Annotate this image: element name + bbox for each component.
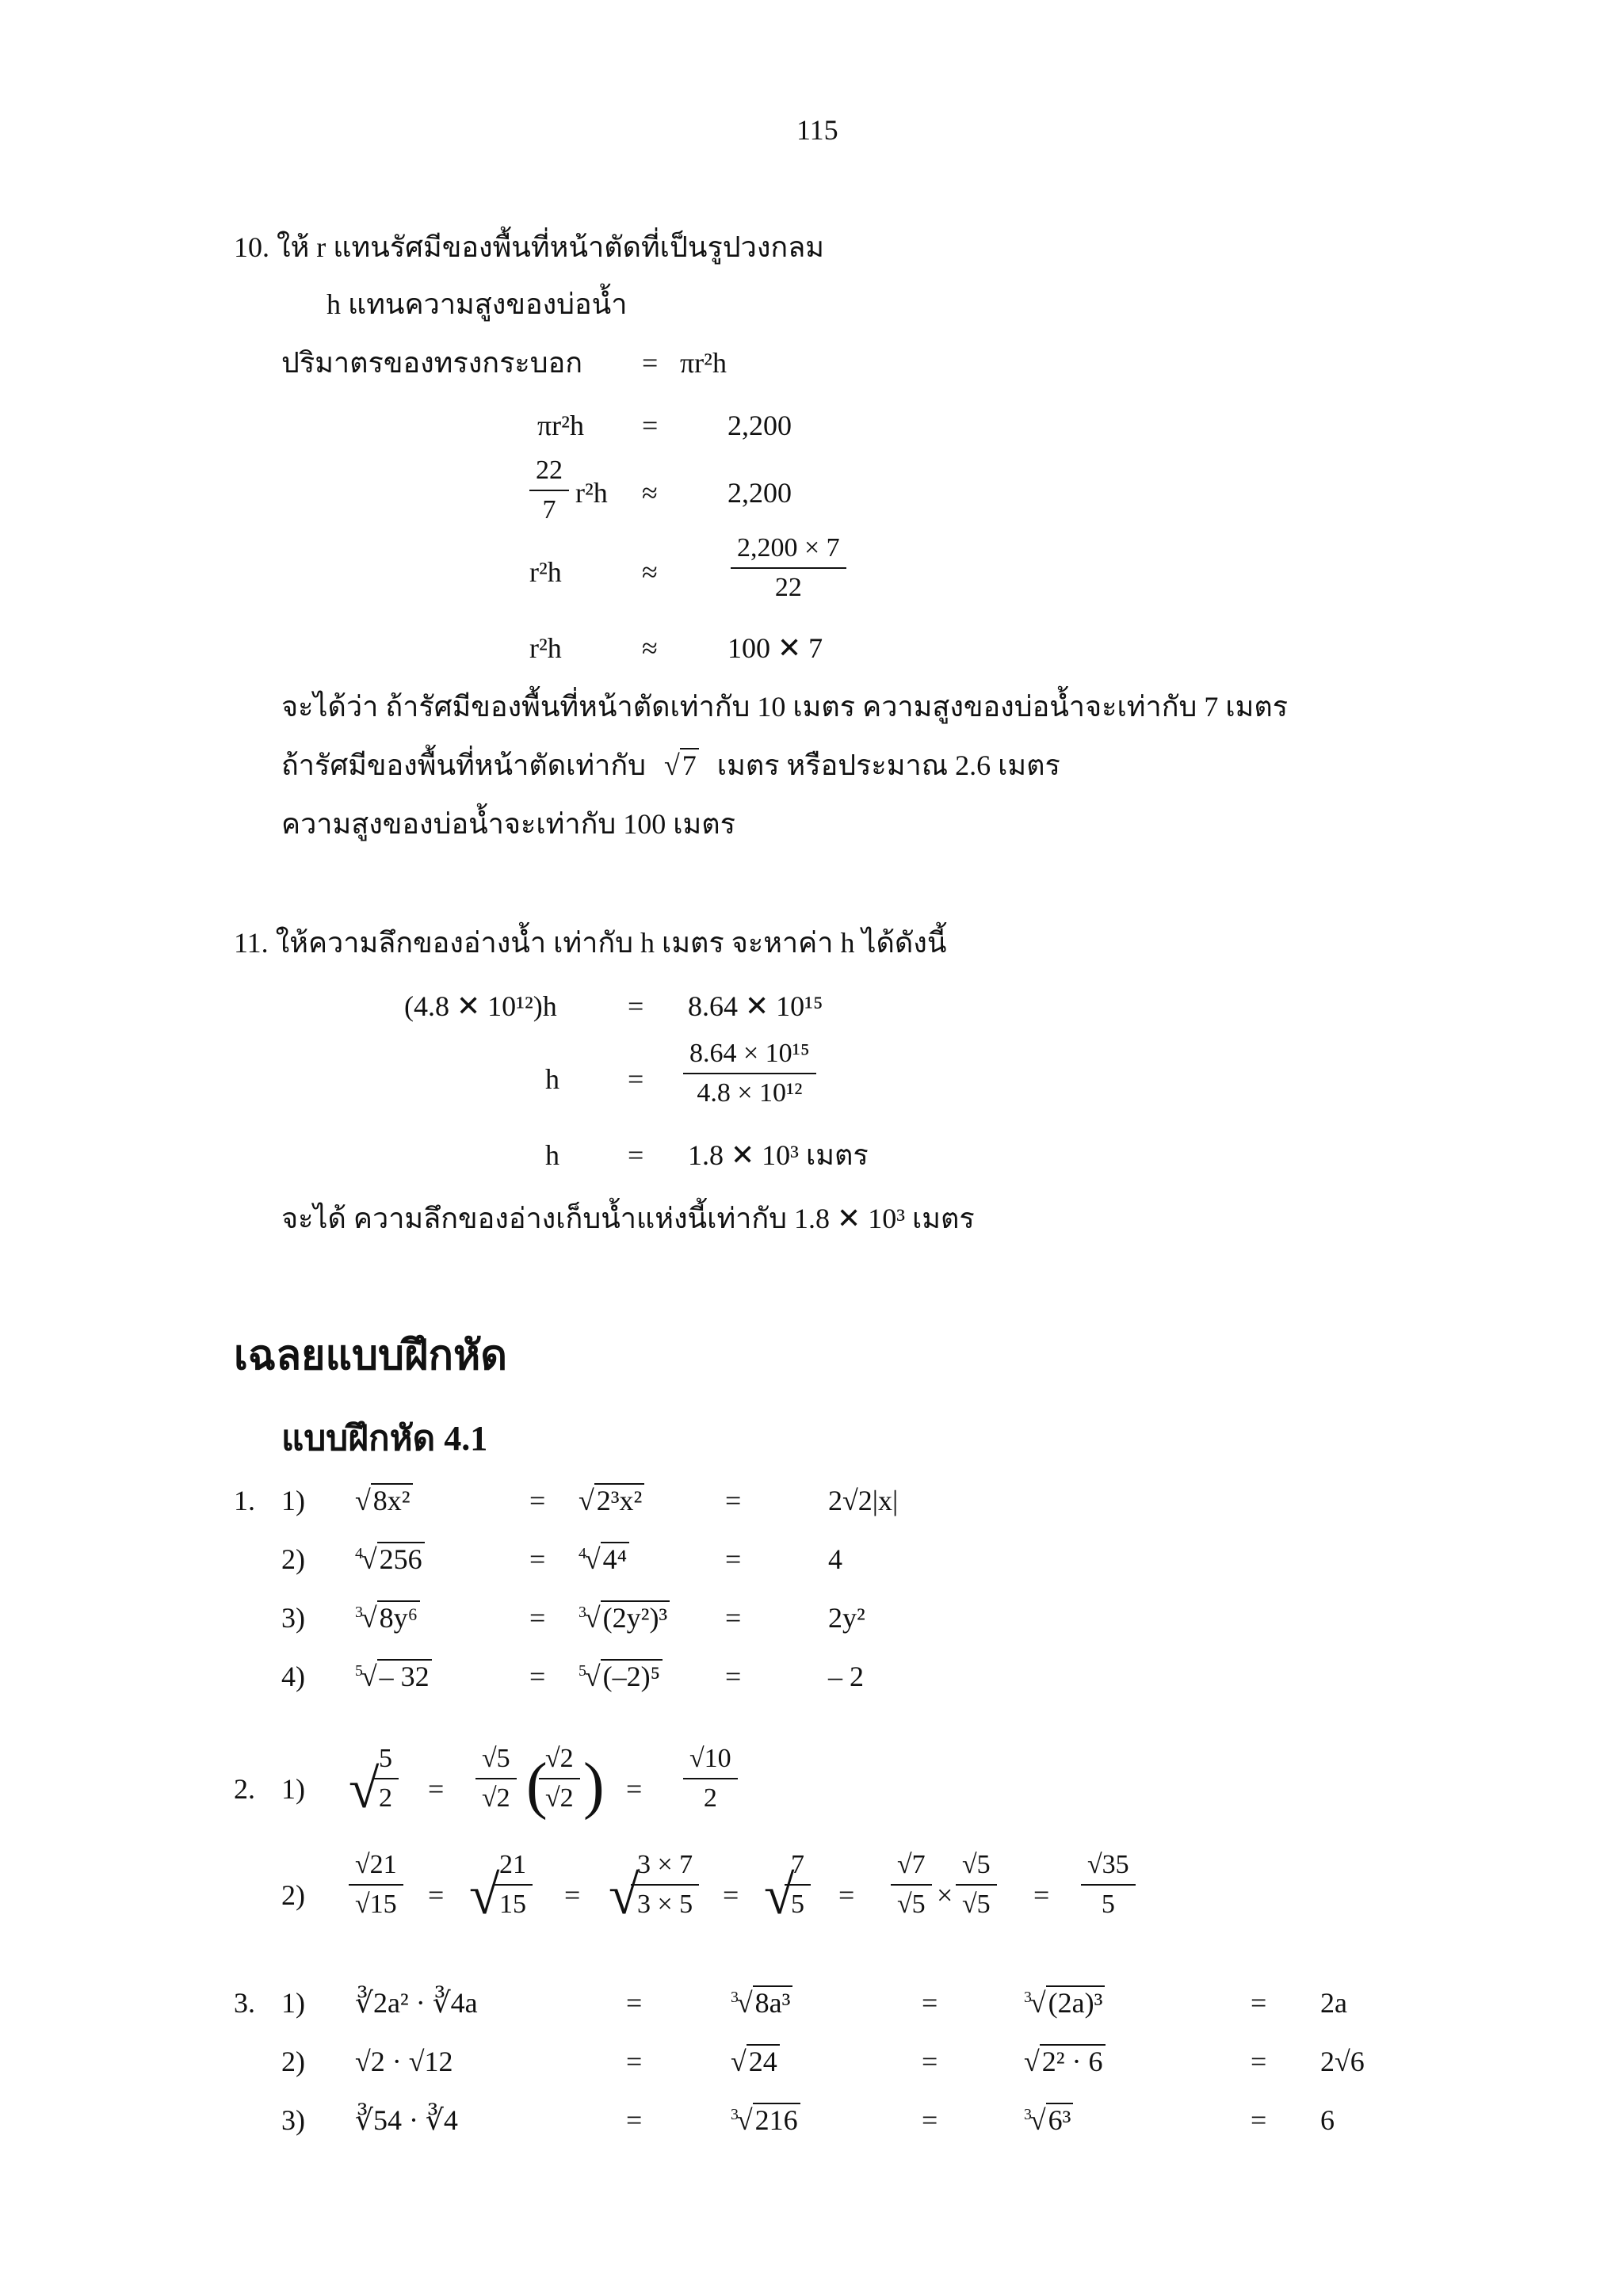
fraction-numerator: √5 [475,1743,517,1779]
q1-number: 1. [234,1485,255,1516]
q1-expr-b: √2³x² [579,1483,644,1518]
q3-expr-a: √2 · √12 [355,2046,453,2077]
eq-sign: = [428,1773,445,1805]
sqrt-symbol: √ [349,1759,380,1820]
radicand: 4⁴ [601,1542,630,1575]
eq-sign: = [1251,1987,1267,2019]
q2-r1-frac-b [475,1743,517,1814]
q1-expr-c: 2√2|x| [828,1485,899,1516]
eq-sign: = [529,1602,546,1634]
q1-item: 1) [281,1485,305,1516]
radicand: – 32 [377,1659,432,1692]
exercise-subheading: แบบฝึกหัด 4.1 [281,1419,488,1458]
sqrt-symbol: √7 [664,749,699,781]
fraction-numerator: 3 × 7 [631,1849,699,1886]
p10-volume-formula: πr²h [680,347,727,379]
conclusion-text: เมตร หรือประมาณ 2.6 เมตร [716,749,1060,781]
sqrt-symbol: √ [609,1865,640,1926]
p11-lhs-1: (4.8 ✕ 10¹²)h [404,990,557,1022]
eq-sign: = [628,1063,644,1095]
q3-expr-d: 6 [1320,2104,1335,2136]
q3-expr-c: $^3$√6³ [1024,2103,1073,2138]
fraction-numerator: √10 [683,1743,738,1779]
p11-line1: 11. ให้ความลึกของอ่างน้ำ เท่ากับ h เมตร จะหาค่า h ได้ดังนี้ [234,927,947,959]
sqrt-symbol: √ [764,1865,795,1926]
eq-sign: = [626,2046,643,2077]
fraction-denominator: √5 [962,1890,991,1919]
fraction-numerator: √5 [956,1849,997,1886]
fraction-numerator: 21 [493,1849,533,1886]
fraction-denominator: 15 [499,1890,526,1919]
fraction-denominator: √2 [545,1783,574,1813]
p10-r2h: r²h [529,632,562,664]
eq-sign: = [922,2104,938,2136]
eq-sign: = [529,1485,546,1516]
fraction-denominator: √15 [355,1890,397,1919]
p10-result: 100 ✕ 7 [727,632,823,664]
section-heading: เฉลยแบบฝึกหัด [234,1333,508,1379]
q1-expr-a: $^5$√– 32 [355,1659,432,1694]
eq-sign: = [723,1879,739,1911]
radicand: 216 [753,2103,800,2136]
q3-expr-a: ∛2a² · ∛4a [355,1987,478,2019]
radicand: 2³x² [594,1483,645,1516]
radicand: 8x² [371,1483,413,1516]
fraction-denominator: √5 [897,1890,926,1919]
q3-item: 3) [281,2104,305,2136]
eq-sign: = [725,1543,742,1575]
q3-expr-d: 2√6 [1320,2046,1365,2077]
p10-value-2200: 2,200 [727,410,792,441]
q1-item: 2) [281,1543,305,1575]
p10-fraction-22-7 [529,455,569,526]
p10-conclusion-3: ความสูงของบ่อน้ำจะเท่ากับ 100 เมตร [281,808,735,840]
q2-r2-frac-e1 [891,1849,932,1920]
q3-expr-b: $^3$√8a³ [731,1985,792,2020]
q3-expr-d: 2a [1320,1987,1347,2019]
eq-sign: = [725,1602,742,1634]
p10-line3: ปริมาตรของทรงกระบอก [281,347,583,379]
p10-value-2200: 2,200 [727,477,792,509]
radicand: (2a)³ [1046,1985,1106,2019]
eq-sign: = [1251,2046,1267,2077]
eq-sign: = [1251,2104,1267,2136]
q2-r1-frac-c [539,1743,580,1814]
q2-r2-frac-d [785,1849,811,1920]
q3-expr-c: √2² · 6 [1024,2044,1106,2079]
eq-sign: = [725,1661,742,1692]
radicand: 8y⁶ [377,1600,421,1634]
p11-h: h [545,1063,559,1095]
p11-rhs-1: 8.64 ✕ 10¹⁵ [688,990,823,1022]
radicand: 7 [680,748,699,781]
radicand: 24 [747,2044,780,2077]
q2-number: 2. [234,1773,255,1805]
p11-conclusion: จะได้ ความลึกของอ่างเก็บน้ำแห่งนี้เท่ากับ 1.8 ✕ 10³ เมตร [281,1203,975,1234]
fraction-numerator: √2 [539,1743,580,1779]
fraction-numerator: 2,200 × 7 [731,532,846,569]
q2-r1-frac-d [683,1743,738,1814]
radicand: 256 [377,1542,425,1575]
p11-fraction [683,1038,816,1109]
eq-sign: = [642,347,659,379]
q1-expr-c: – 2 [828,1661,864,1692]
eq-sign: = [564,1879,581,1911]
fraction-numerator: 8.64 × 10¹⁵ [683,1038,816,1074]
q1-expr-c: 4 [828,1543,842,1575]
q2-r2-frac-e2 [956,1849,997,1920]
radicand: (2y²)³ [601,1600,670,1634]
eq-sign: = [725,1485,742,1516]
q3-number: 3. [234,1987,255,2019]
fraction-denominator: 7 [542,495,556,524]
eq-sign: = [628,1139,644,1171]
eq-sign: = [626,1987,643,2019]
page-number: 115 [796,114,838,146]
q3-expr-c: $^3$√(2a)³ [1024,1985,1105,2020]
fraction-numerator: √21 [349,1849,403,1886]
q1-expr-a: $^3$√8y⁶ [355,1600,420,1635]
fraction-numerator: 7 [785,1849,811,1886]
p10-lhs-2: πr²h [537,410,584,441]
times-sign: × [937,1879,953,1911]
q2-r2-frac-b [493,1849,533,1920]
q1-expr-c: 2y² [828,1602,865,1634]
radicand: (–2)⁵ [601,1659,663,1692]
fraction-denominator: 2 [703,1783,717,1813]
q1-expr-b: $^3$√(2y²)³ [579,1600,670,1635]
q1-expr-b: $^4$√4⁴ [579,1542,629,1577]
eq-sign: = [626,2104,643,2136]
q2-item: 1) [281,1773,305,1805]
p10-fraction-2200x7-22 [731,532,846,604]
sqrt-symbol: √ [469,1865,500,1926]
fraction-denominator: 5 [791,1890,804,1919]
q1-item: 3) [281,1602,305,1634]
q2-r2-frac-f [1081,1849,1136,1920]
radicand: 8a³ [753,1985,793,2019]
fraction-numerator: 22 [529,455,569,491]
fraction-denominator: 5 [1101,1890,1115,1919]
q2-item: 2) [281,1879,305,1911]
radicand: 2² · 6 [1040,2044,1106,2077]
p10-r2h: r²h [575,477,608,509]
fraction-denominator: 3 × 5 [637,1890,693,1919]
fraction-numerator: √7 [891,1849,932,1886]
eq-sign: = [922,2046,938,2077]
q1-expr-a: $^4$√256 [355,1542,425,1577]
paren-close: ) [583,1751,605,1821]
paren-open: ( [526,1751,548,1821]
approx-sign: ≈ [642,632,658,664]
fraction-denominator: 4.8 × 10¹² [697,1078,803,1108]
q1-expr-b: $^5$√(–2)⁵ [579,1659,663,1694]
approx-sign: ≈ [642,556,658,588]
eq-sign: = [838,1879,855,1911]
fraction-numerator: 5 [372,1743,399,1779]
q1-expr-a: √8x² [355,1483,413,1518]
q3-expr-b: √24 [731,2044,780,2079]
q3-item: 1) [281,1987,305,2019]
fraction-denominator: 22 [774,573,802,602]
q2-r2-frac-c [631,1849,699,1920]
p10-line2: h แทนความสูงของบ่อน้ำ [327,288,628,320]
q2-r1-frac-a [372,1743,399,1814]
conclusion-text: ถ้ารัศมีของพื้นที่หน้าตัดเท่ากับ [281,749,647,781]
eq-sign: = [626,1773,643,1805]
fraction-numerator: √35 [1081,1849,1136,1886]
q3-item: 2) [281,2046,305,2077]
q2-r2-frac-a [349,1849,403,1920]
eq-sign: = [529,1543,546,1575]
p10-conclusion-1: จะได้ว่า ถ้ารัศมีของพื้นที่หน้าตัดเท่ากับ 10 เมตร ความสูงของบ่อน้ำจะเท่ากับ 7 เมตร [281,691,1289,723]
eq-sign: = [529,1661,546,1692]
q1-item: 4) [281,1661,305,1692]
p10-line1: 10. ให้ r แทนรัศมีของพื้นที่หน้าตัดที่เป็นรูปวงกลม [234,231,825,263]
eq-sign: = [628,990,644,1022]
approx-sign: ≈ [642,477,658,509]
radicand: 6³ [1046,2103,1074,2136]
eq-sign: = [642,410,659,441]
p10-r2h: r²h [529,556,562,588]
p11-result: 1.8 ✕ 10³ เมตร [688,1139,869,1171]
p11-h: h [545,1139,559,1171]
fraction-denominator: √2 [482,1783,510,1813]
q3-expr-b: $^3$√216 [731,2103,800,2138]
q3-expr-a: ∛54 · ∛4 [355,2104,458,2136]
eq-sign: = [428,1879,445,1911]
p10-conclusion-2 [281,748,1060,783]
eq-sign: = [1033,1879,1050,1911]
fraction-denominator: 2 [379,1783,392,1813]
eq-sign: = [922,1987,938,2019]
